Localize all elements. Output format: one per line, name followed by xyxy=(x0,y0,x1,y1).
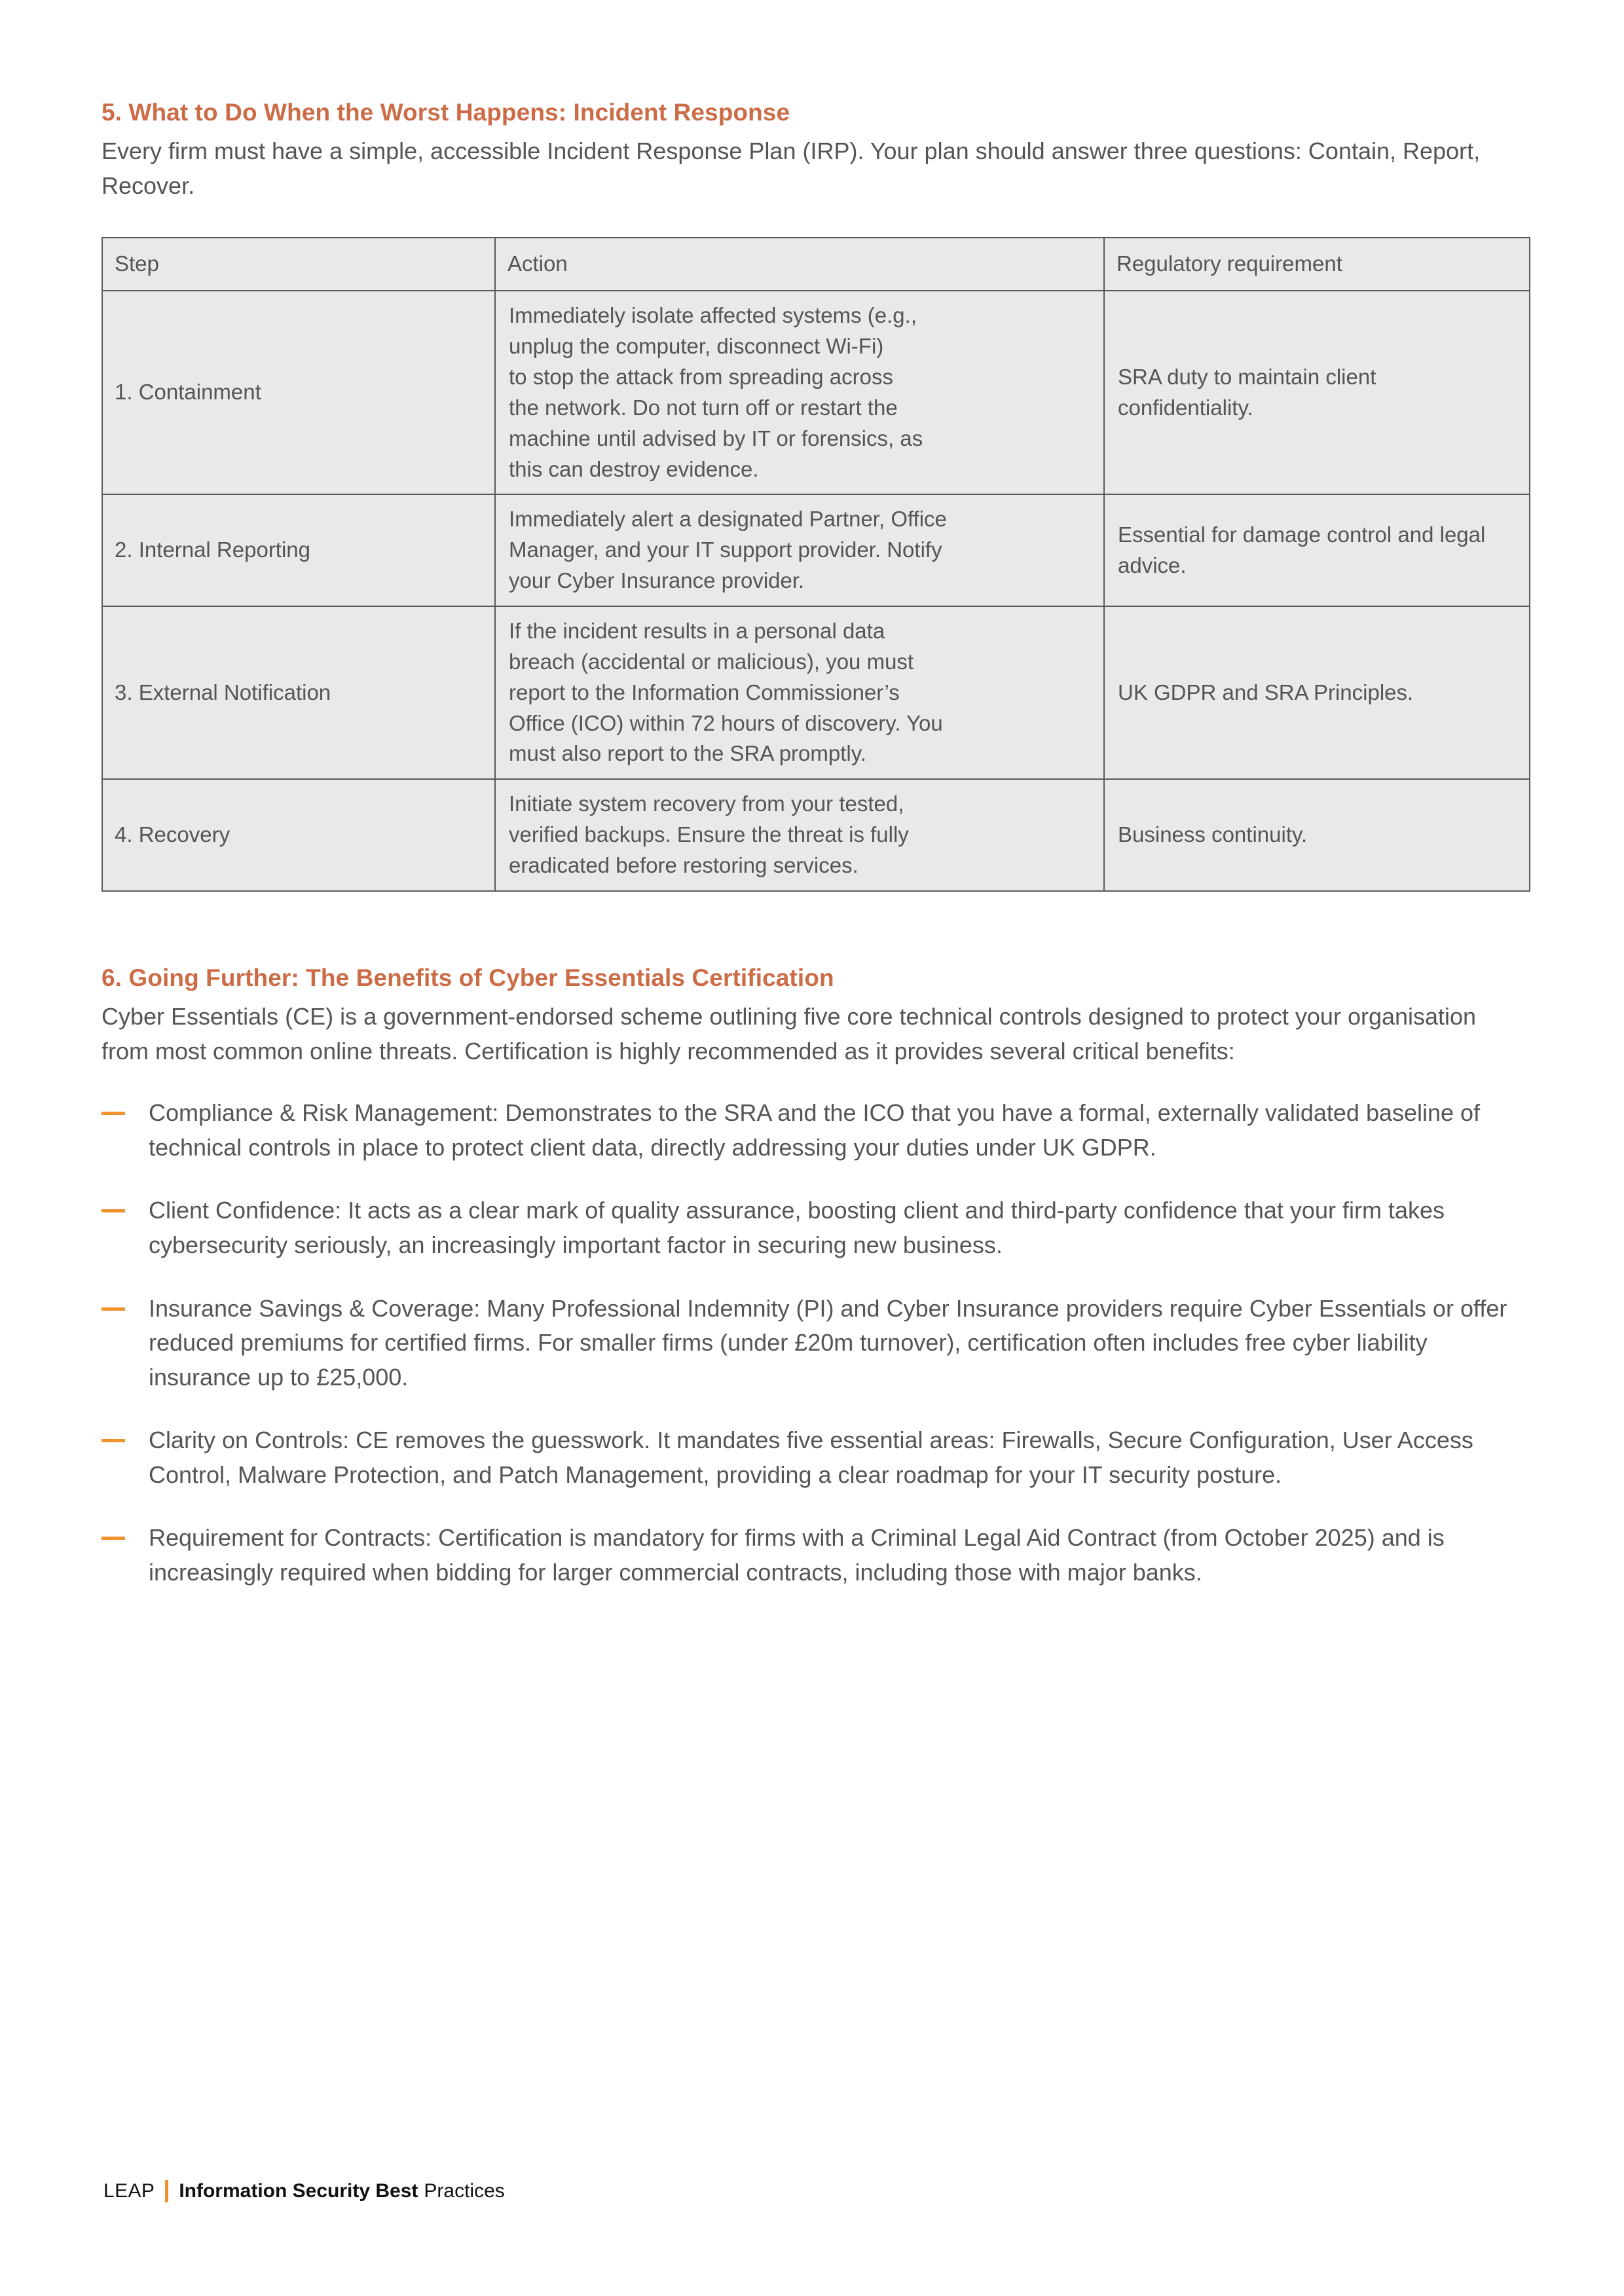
incident-response-table xyxy=(101,237,1530,891)
cell-regulatory: Essential for damage control and legal advice. xyxy=(1104,494,1530,606)
dash-bullet-icon xyxy=(101,1209,125,1212)
cell-step: 2. Internal Reporting xyxy=(102,494,495,606)
action-line: machine until advised by IT or forensics, as xyxy=(509,426,923,450)
action-line: If the incident results in a personal data xyxy=(509,619,885,644)
dash-bullet-icon xyxy=(101,1307,125,1311)
cell-action xyxy=(495,779,1104,891)
table-row xyxy=(102,779,1530,891)
table-body xyxy=(102,291,1530,891)
list-item xyxy=(101,1292,1527,1395)
column-header-step: Step xyxy=(102,238,495,291)
table-row xyxy=(102,291,1530,494)
section-5-heading: 5. What to Do When the Worst Happens: Incident Response xyxy=(101,99,790,126)
footer-brand: LEAP xyxy=(103,2180,155,2202)
page-footer xyxy=(103,2180,505,2202)
list-item xyxy=(101,1194,1527,1262)
list-item xyxy=(101,1423,1527,1492)
cell-step: 1. Containment xyxy=(102,291,495,494)
list-item-text: Compliance & Risk Management: Demonstrates to the SRA and the ICO that you have a formal, externally validated baseline of technical controls in place to protect client data, directly addressing your duties under UK GDPR. xyxy=(149,1099,1481,1161)
benefits-list xyxy=(101,1096,1527,1590)
action-line: Manager, and your IT support provider. Notify xyxy=(509,538,942,562)
action-line: must also report to the SRA promptly. xyxy=(509,741,866,766)
action-line: eradicated before restoring services. xyxy=(509,853,858,878)
footer-separator-icon xyxy=(165,2180,168,2202)
dash-bullet-icon xyxy=(101,1439,125,1442)
action-line: the network. Do not turn off or restart the xyxy=(509,395,898,420)
list-item-text: Clarity on Controls: CE removes the guesswork. It mandates five essential areas: Firewalls, Secure Configuration, User Access Control, Malware Protection, and Patch Management, providing a clear roadmap for your IT security posture. xyxy=(149,1427,1473,1488)
list-item xyxy=(101,1096,1527,1165)
dash-bullet-icon xyxy=(101,1112,125,1115)
section-5-intro-paragraph: Every firm must have a simple, accessible Incident Response Plan (IRP). Your plan should answer three questions: Contain, Report, Recover. xyxy=(101,137,1481,199)
table-header xyxy=(102,238,1530,291)
action-line: verified backups. Ensure the threat is fully xyxy=(509,822,909,847)
list-item xyxy=(101,1521,1527,1590)
column-header-action: Action xyxy=(495,238,1104,291)
section-spacer xyxy=(101,892,1527,962)
column-header-regulatory: Regulatory requirement xyxy=(1104,238,1530,291)
cell-action xyxy=(495,494,1104,606)
dash-bullet-icon xyxy=(101,1537,125,1540)
action-line: Initiate system recovery from your tested, xyxy=(509,792,904,816)
action-line: your Cyber Insurance provider. xyxy=(509,568,805,593)
footer-title-light: Practices xyxy=(424,2180,505,2202)
cell-step: 4. Recovery xyxy=(102,779,495,891)
list-item-text: Client Confidence: It acts as a clear mark of quality assurance, boosting client and third-party confidence that your firm takes cybersecurity seriously, an increasingly important factor in securing new business. xyxy=(149,1197,1445,1259)
cell-action xyxy=(495,291,1104,494)
action-line: report to the Information Commissioner’s xyxy=(509,680,900,704)
section-6-intro-paragraph: Cyber Essentials (CE) is a government-endorsed scheme outlining five core technical controls designed to protect your organisation from most common online threats. Certification is highly recommended as it provides several critical benefits: xyxy=(101,1003,1477,1065)
section-6-heading: 6. Going Further: The Benefits of Cyber Essentials Certification xyxy=(101,964,834,991)
action-line: to stop the attack from spreading across xyxy=(509,365,893,390)
action-line: breach (accidental or malicious), you must xyxy=(509,649,914,674)
action-line: Immediately isolate affected systems (e.g., xyxy=(509,303,917,328)
action-line: Immediately alert a designated Partner, Office xyxy=(509,507,947,532)
cell-action xyxy=(495,606,1104,779)
footer-title-bold: Information Security Best xyxy=(179,2180,418,2202)
cell-step: 3. External Notification xyxy=(102,606,495,779)
cell-regulatory: SRA duty to maintain client confidentiality. xyxy=(1104,291,1530,494)
table-row xyxy=(102,606,1530,779)
table-row xyxy=(102,494,1530,606)
action-line: unplug the computer, disconnect Wi-Fi) xyxy=(509,334,884,359)
action-line: this can destroy evidence. xyxy=(509,456,759,481)
list-item-text: Insurance Savings & Coverage: Many Professional Indemnity (PI) and Cyber Insurance providers require Cyber Essentials or offer reduced premiums for certified firms. For smaller firms (under £20m turnover), certification often includes free cyber liability insurance up to £25,000. xyxy=(149,1294,1507,1391)
list-item-text: Requirement for Contracts: Certification is mandatory for firms with a Criminal Legal Aid Contract (from October 2025) and is increasingly required when bidding for larger commercial contracts, including those with major banks. xyxy=(149,1524,1445,1586)
action-line: Office (ICO) within 72 hours of discovery. You xyxy=(509,710,943,735)
cell-regulatory: Business continuity. xyxy=(1104,779,1530,891)
cell-regulatory: UK GDPR and SRA Principles. xyxy=(1104,606,1530,779)
table-header-row xyxy=(102,238,1530,291)
